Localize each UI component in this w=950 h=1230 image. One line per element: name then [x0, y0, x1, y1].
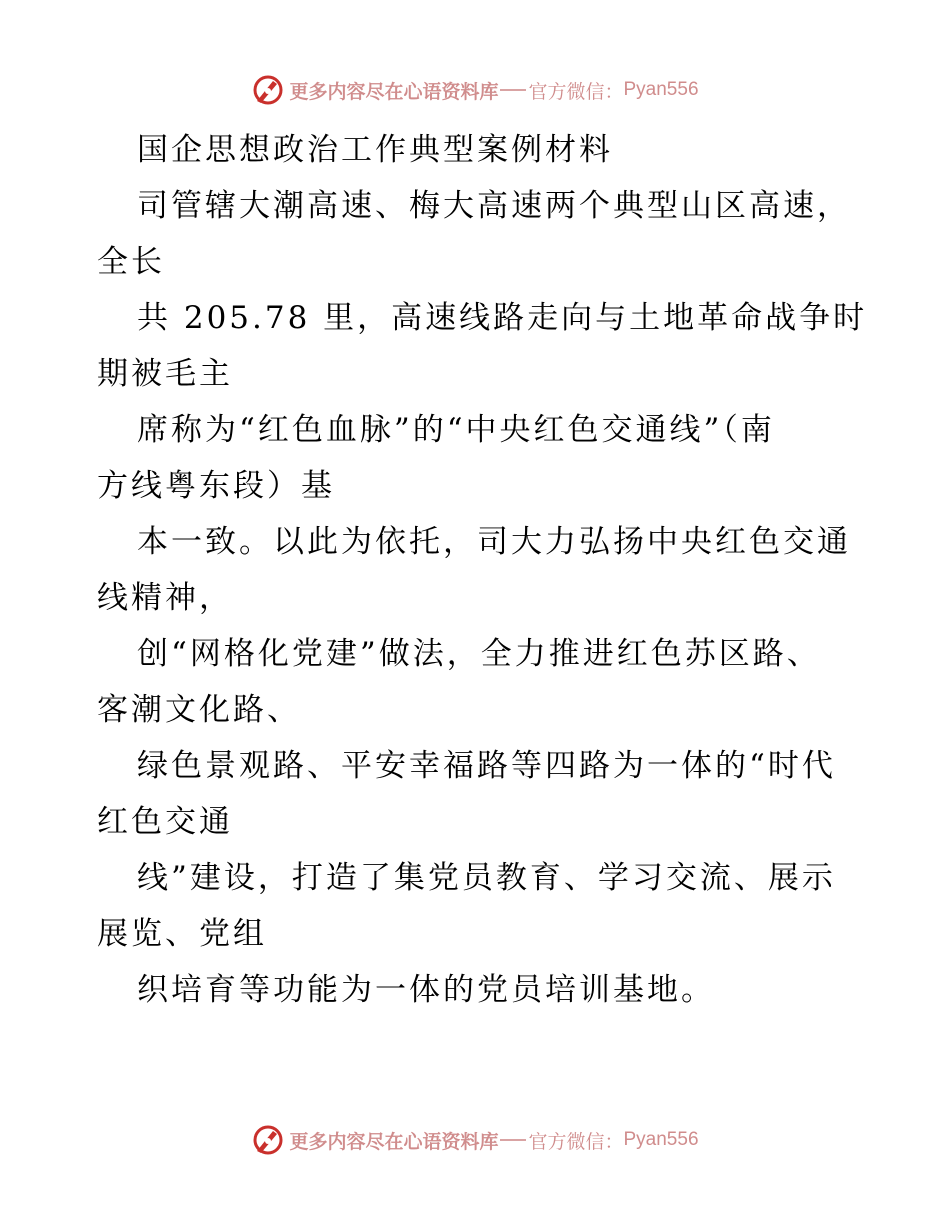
doc-line: 展览、党组	[97, 916, 267, 952]
doc-line: 织培育等功能为一体的党员培训基地。	[137, 972, 715, 1008]
doc-line: 席称为“红色血脉”的“中央红色交通线”（南	[137, 412, 775, 448]
document-body	[97, 122, 868, 1018]
doc-line: 共 205.78 里，高速线路走向与土地革命战争时	[137, 300, 868, 336]
doc-line: 红色交通	[97, 804, 233, 840]
doc-line: 创“网格化党建”做法，全力推进红色苏区路、	[137, 636, 821, 672]
doc-line: 方线粤东段）基	[97, 468, 335, 504]
doc-line: 客潮文化路、	[97, 692, 301, 728]
doc-line: 线”建设，打造了集党员教育、学习交流、展示	[137, 860, 836, 896]
doc-line: 期被毛主	[97, 356, 233, 392]
doc-line: 全长	[97, 244, 165, 280]
red-pen-circle-logo-icon	[251, 1123, 285, 1157]
doc-line: 司管辖大潮高速、梅大高速两个典型山区高速，	[137, 188, 851, 224]
footer-banner	[0, 1120, 950, 1160]
banner-wechat-label: 官方微信：	[528, 80, 624, 103]
banner-dash	[500, 89, 526, 91]
banner-wechat-id: Pyan556	[623, 79, 699, 100]
banner-wechat-id: Pyan556	[623, 1129, 699, 1150]
doc-line: 线精神，	[97, 580, 233, 616]
banner-wechat-label: 官方微信：	[528, 1130, 624, 1153]
doc-line: 本一致。以此为依托，司大力弘扬中央红色交通	[137, 524, 851, 560]
doc-line: 绿色景观路、平安幸福路等四路为一体的“时代	[137, 748, 836, 784]
banner-dash	[500, 1139, 526, 1141]
header-banner	[0, 70, 950, 110]
doc-line: 国企思想政治工作典型案例材料	[137, 132, 613, 168]
banner-text: 更多内容尽在心语资料库	[289, 1130, 499, 1153]
red-pen-circle-logo-icon	[251, 73, 285, 107]
banner-text: 更多内容尽在心语资料库	[289, 80, 499, 103]
